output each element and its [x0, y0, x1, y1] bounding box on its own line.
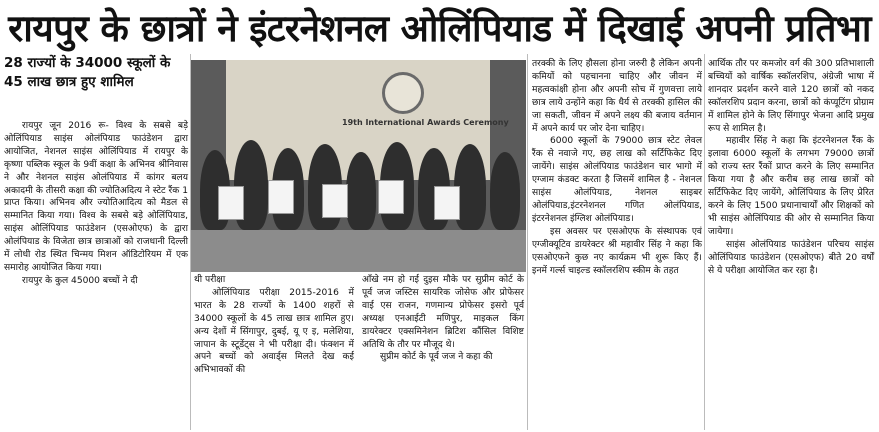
column-4-paragraph-2: 6000 स्कूलों के 79000 छात्र स्टेट लेवल रैंक से नवाजे गए, छह लाख को सर्टिफिकेट दिए जायेंगे। साइंस ओलंपियाड फाउंडेशन चार भागो में एग्जाम कंडक्ट करता है जिसमें शामिल है - नेशनल साइंस ओलंपियाड, नेशनल साइबर ओलंपियाड,इंटरनेशनल गणित ओलंपियाड, इंटरनेशनल इंग्लिश ओलंपियाड। — [532, 136, 702, 224]
column-5-paragraph-1: आर्थिक तौर पर कमजोर वर्ग की 300 प्रतिभाशाली बच्चियों को वार्षिक स्कॉलरशिप, अंग्रेजी भाषा में शानदार प्रदर्शन करने वाले 120 छात्रों को नकद स्कॉलरशिप प्रदान करना, छात्रों को कंप्यूटिंग प्रोग्राम में शामिल होने के लिए सिंगापुर भेजना आदि प्रमुख रूप से शामिल है। — [708, 59, 874, 134]
column-2-paragraph-2: ओलिंपियाड परीक्षा 2015-2016 में भारत के 28 राज्यों के 1400 शहरों से 34000 स्कूलों के 45 लाख छात्र शामिल हुए। अन्य देशों में सिंगापुर, दुबई, यू ए इ, मलेशिया, जापान के स्टूडेंट्स ने भी परीक्षा दी। फंक्शन में अपने बच्चों को अवार्ड्स मिलते देख कई अभिभावकों की — [194, 287, 354, 376]
certificate — [434, 186, 460, 220]
column-3-paragraph-1: आँखे नम हो गई दुइस मौके पर सुप्रीम कोर्ट के पूर्व जज जस्टिस सायरिक जोसेफ और प्रोफेसर वाई एस राजन, गणमान्य प्रोफेसर इसरो पूर्व अध्यक्ष एनआईटी मणिपुर, माइकल किंग डायरेक्टर एक्समिनेशन ब्रिटिश कौंसिल विशिष्ट अतिथि के तौर पर मौजूद थे। — [362, 275, 524, 350]
column-1-paragraph-2: रायपुर के कुल 45000 बच्चों ने दी — [22, 275, 138, 286]
column-divider — [190, 54, 191, 430]
column-divider — [704, 54, 705, 430]
certificate — [218, 186, 244, 220]
subheadline: 28 राज्यों के 34000 स्कूलों के 45 लाख छात्र हुए शामिल — [4, 55, 171, 90]
column-4 — [532, 58, 702, 430]
certificate — [268, 180, 294, 214]
column-5-paragraph-3: साइंस ओलंपियाड फाउंडेशन परिचय साइंस ओलिंपियाड फाउंडेशन (एसओएफ) बीते 20 वर्षों से ये परीक्षा आयोजित कर रहा है। — [708, 239, 874, 276]
certificate — [322, 184, 348, 218]
sof-logo-icon — [382, 72, 424, 114]
column-divider — [527, 54, 528, 430]
certificate — [378, 180, 404, 214]
stage-floor — [190, 230, 526, 272]
column-4-paragraph-3: इस अवसर पर एसओएफ के संस्थापक एवं एग्जीक्यूटिव डायरेक्टर श्री महावीर सिंह ने कहा कि एसओएफने कुछ नए कार्यक्रम भी शुरू किए हैं। इनमें गर्ल्स चाइल्ड स्कॉलरशिप स्कीम के तहत — [532, 226, 702, 276]
column-3-paragraph-2: सुप्रीम कोर्ट के पूर्व जज ने कहा की — [380, 352, 493, 363]
headline: रायपुर के छात्रों ने इंटरनेशनल ओलिंपियाड में दिखाई अपनी प्रतिभा — [8, 6, 871, 50]
column-4-paragraph-1: तरक्की के लिए हौसला होना जरुरी है लेकिन अपनी कमियों को पहचानना चाहिए और जीवन में महत्वकांक्षी होना और अपनी सोच में गुणवत्ता लाये छात्र लाये उन्होंने कहा कि धैर्य से तरक्की हासिल की जा सकती, जीवन में अपने लक्ष्य की बजाय वर्तमान में अपने कार्य पर जोर देना चाहिए। — [532, 59, 702, 134]
banner-text: 19th International Awards Ceremony — [342, 118, 509, 127]
column-2 — [194, 274, 354, 430]
event-photo — [190, 60, 526, 272]
column-3 — [362, 274, 524, 430]
column-5 — [708, 58, 874, 430]
column-1-paragraph-1: रायपुर जून 2016 रू- विश्व के सबसे बड़े ओलिंपियाड साइंस ओलंपियाड फाउंडेशन द्वारा आयोजित, नेशनल साइंस ओलिंपियाड में रायपुर के कृष्णा पब्लिक स्कूल के 9वीं कक्षा के अभिनव श्रीनिवास ने और नेशनल साइंस ओलंपियाड में कांगर बलय अकादमी के तीसरी कक्षा की ज्योतिअदित्य ने स्टेट रैंक 1 प्राप्त किया। अभिनव और ज्योतिआदित्य को मैडल से सम्मानित किया गया। विश्व के सबसे बड़े ओलिंपियाड, साइंस ओलिंपियाड फाउंडेशन (एसओएफ) के द्वारा ओलंपियाड के विजेता छात्र छात्राओं को राजधानी दिल्ली में लोधी रोड स्थित चिन्मय मिशन ऑडिटोरियम में एक समारोह आयोजित किया गया। — [4, 121, 188, 273]
column-5-paragraph-2: महावीर सिंह ने कहा कि इंटरनेशनल रैंक के इलावा 6000 स्कूलों के लगभग 79000 छात्रों को राज्य स्तर रैंकों प्राप्त करने के लिए सम्मानित किया गया है और करीब छह लाख छात्रों को सर्टिफिकेट दिए जायेंगे, ओलिंपियाड के लिए प्रेरित करने के लिए 1500 प्रधानाचार्यों और शिक्षकों को भी साइंस ओलिंपियाड की ओर से सम्मानित किया जायेगा। — [708, 136, 874, 237]
column-2-paragraph-1: थी परीक्षा — [194, 275, 226, 285]
column-1 — [4, 120, 188, 430]
